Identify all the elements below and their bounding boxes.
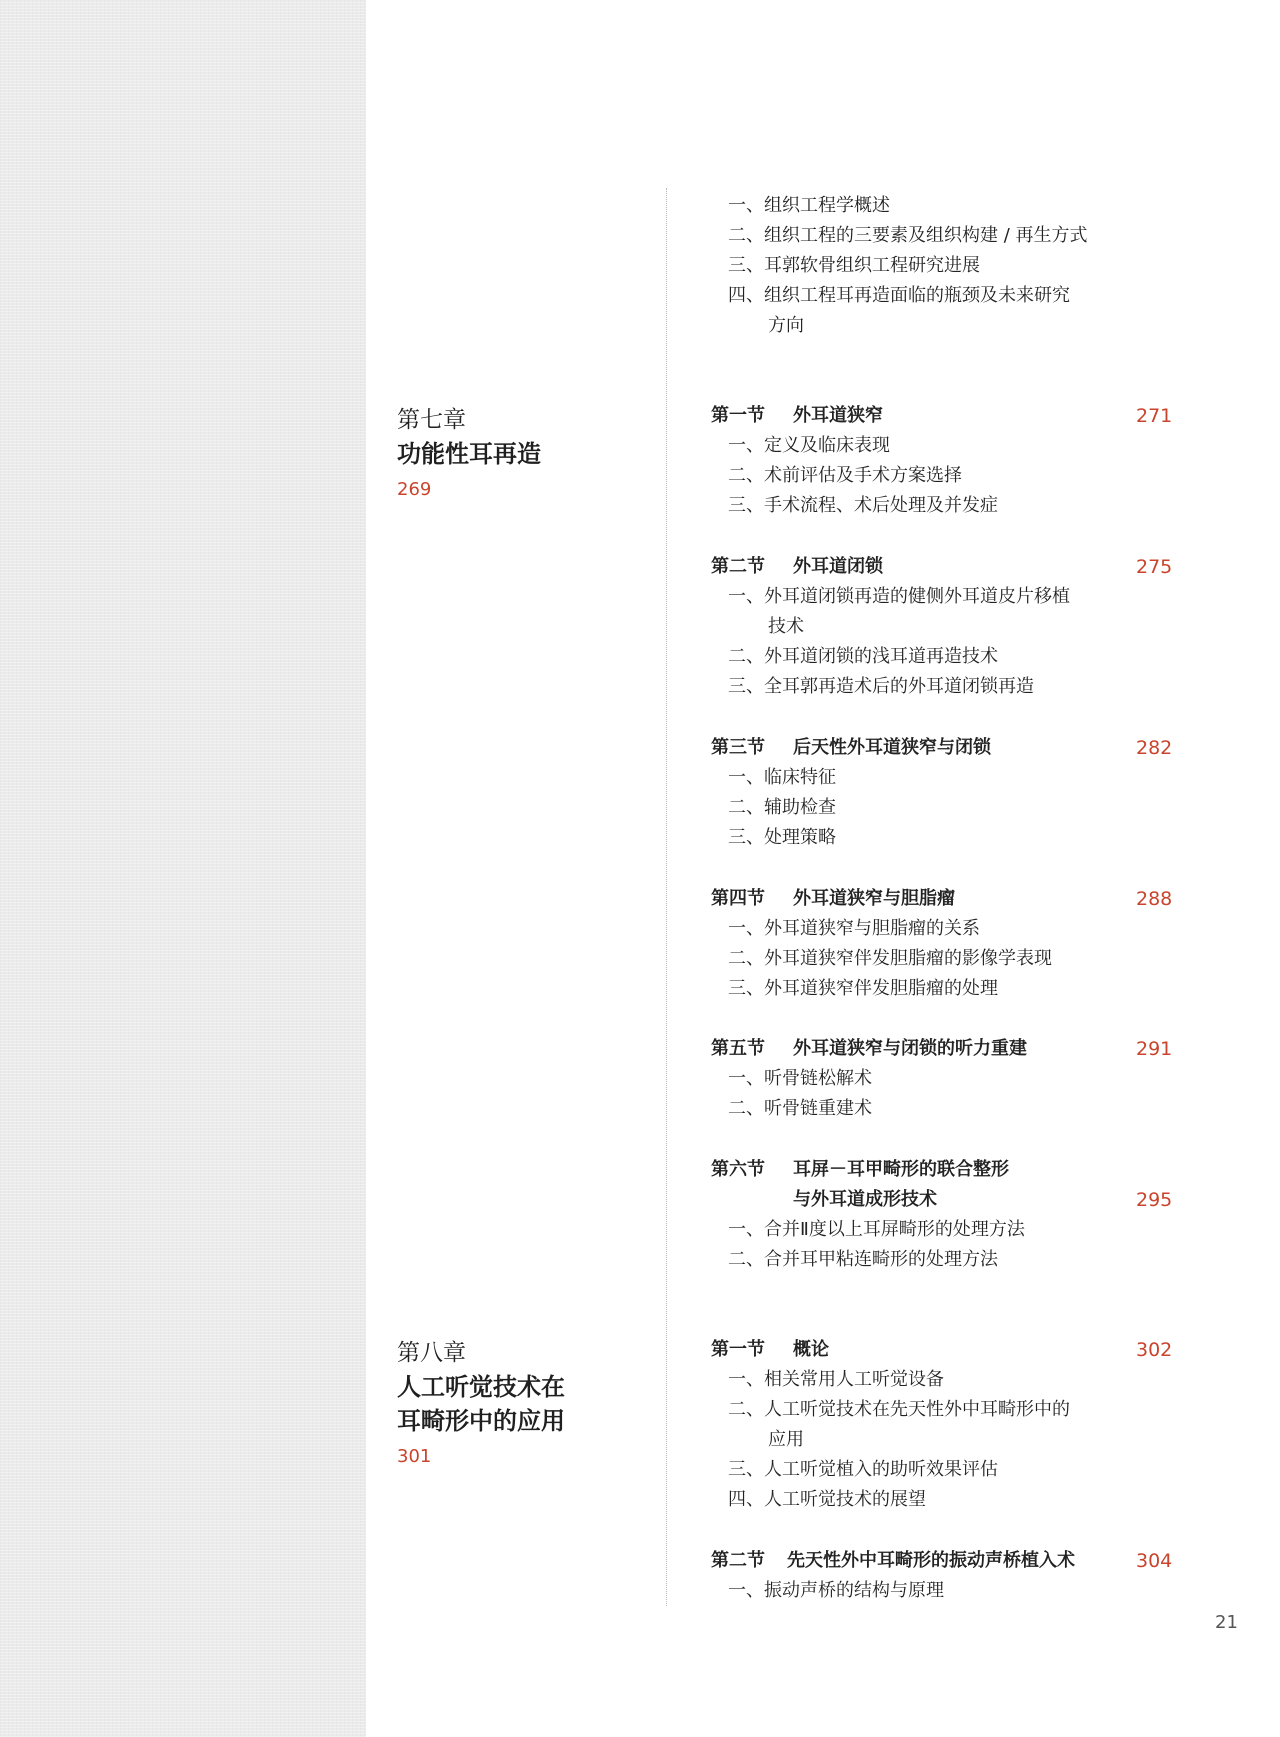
section-heading-continued: 与外耳道成形技术	[793, 1189, 937, 1210]
page-number: 21	[1215, 1612, 1238, 1633]
toc-item-continued: 技术	[768, 616, 804, 637]
toc-item: 三、人工听觉植入的助听效果评估	[728, 1459, 998, 1480]
section-heading: 第三节 后天性外耳道狭窄与闭锁	[711, 737, 991, 758]
toc-item: 二、组织工程的三要素及组织构建 / 再生方式	[728, 225, 1088, 246]
toc-item: 一、外耳道闭锁再造的健侧外耳道皮片移植	[728, 586, 1070, 607]
toc-item-continued: 方向	[768, 315, 804, 336]
toc-item: 一、定义及临床表现	[728, 435, 890, 456]
section-heading: 第二节 外耳道闭锁	[711, 556, 883, 577]
section-heading: 第二节 先天性外中耳畸形的振动声桥植入术	[711, 1550, 1075, 1571]
section-heading: 第一节 外耳道狭窄	[711, 405, 883, 426]
chapter-8-heading	[397, 1336, 565, 1467]
chapter-label: 第七章	[397, 407, 466, 433]
section-page-number: 302	[1136, 1339, 1173, 1361]
toc-item: 一、组织工程学概述	[728, 195, 890, 216]
toc-item: 一、合并Ⅱ度以上耳屏畸形的处理方法	[728, 1219, 1025, 1240]
section-page-number: 275	[1136, 556, 1173, 578]
toc-item: 三、耳郭软骨组织工程研究进展	[728, 255, 980, 276]
toc-item: 一、临床特征	[728, 767, 836, 788]
toc-item: 二、外耳道狭窄伴发胆脂瘤的影像学表现	[728, 948, 1052, 969]
toc-item: 一、外耳道狭窄与胆脂瘤的关系	[728, 918, 980, 939]
section-page-number: 282	[1136, 737, 1173, 759]
section-heading: 第五节 外耳道狭窄与闭锁的听力重建	[711, 1038, 1027, 1059]
toc-item: 四、组织工程耳再造面临的瓶颈及未来研究	[728, 285, 1070, 306]
section-page-number: 295	[1136, 1189, 1173, 1211]
chapter-page-number: 269	[397, 479, 432, 500]
toc-item: 二、外耳道闭锁的浅耳道再造技术	[728, 646, 998, 667]
chapter-title: 功能性耳再造	[397, 440, 541, 468]
section-page-number: 304	[1136, 1550, 1173, 1572]
left-textured-panel	[0, 0, 366, 1737]
toc-item: 三、手术流程、术后处理及并发症	[728, 495, 998, 516]
toc-item: 四、人工听觉技术的展望	[728, 1489, 926, 1510]
toc-item: 一、振动声桥的结构与原理	[728, 1580, 944, 1601]
toc-item: 二、人工听觉技术在先天性外中耳畸形中的	[728, 1399, 1070, 1420]
toc-item: 二、合并耳甲粘连畸形的处理方法	[728, 1249, 998, 1270]
section-page-number: 288	[1136, 888, 1173, 910]
toc-item: 三、外耳道狭窄伴发胆脂瘤的处理	[728, 978, 998, 999]
section-heading: 第一节 概论	[711, 1339, 829, 1360]
chapter-title-line-1: 人工听觉技术在	[397, 1373, 565, 1401]
toc-item: 二、听骨链重建术	[728, 1098, 872, 1119]
section-page-number: 291	[1136, 1038, 1173, 1060]
section-heading: 第四节 外耳道狭窄与胆脂瘤	[711, 888, 955, 909]
chapter-title-line-2: 耳畸形中的应用	[397, 1407, 565, 1435]
chapter-label: 第八章	[397, 1340, 466, 1366]
toc-item: 一、听骨链松解术	[728, 1068, 872, 1089]
toc-item-continued: 应用	[768, 1429, 804, 1450]
toc-item: 三、处理策略	[728, 827, 836, 848]
section-page-number: 271	[1136, 405, 1173, 427]
toc-item: 二、术前评估及手术方案选择	[728, 465, 962, 486]
dotted-divider	[666, 188, 667, 1606]
chapter-page-number: 301	[397, 1446, 432, 1467]
toc-item: 一、相关常用人工听觉设备	[728, 1369, 944, 1390]
toc-item: 二、辅助检查	[728, 797, 836, 818]
section-heading: 第六节 耳屏－耳甲畸形的联合整形	[711, 1159, 1009, 1180]
toc-item: 三、全耳郭再造术后的外耳道闭锁再造	[728, 676, 1034, 697]
chapter-7-heading	[397, 403, 541, 500]
